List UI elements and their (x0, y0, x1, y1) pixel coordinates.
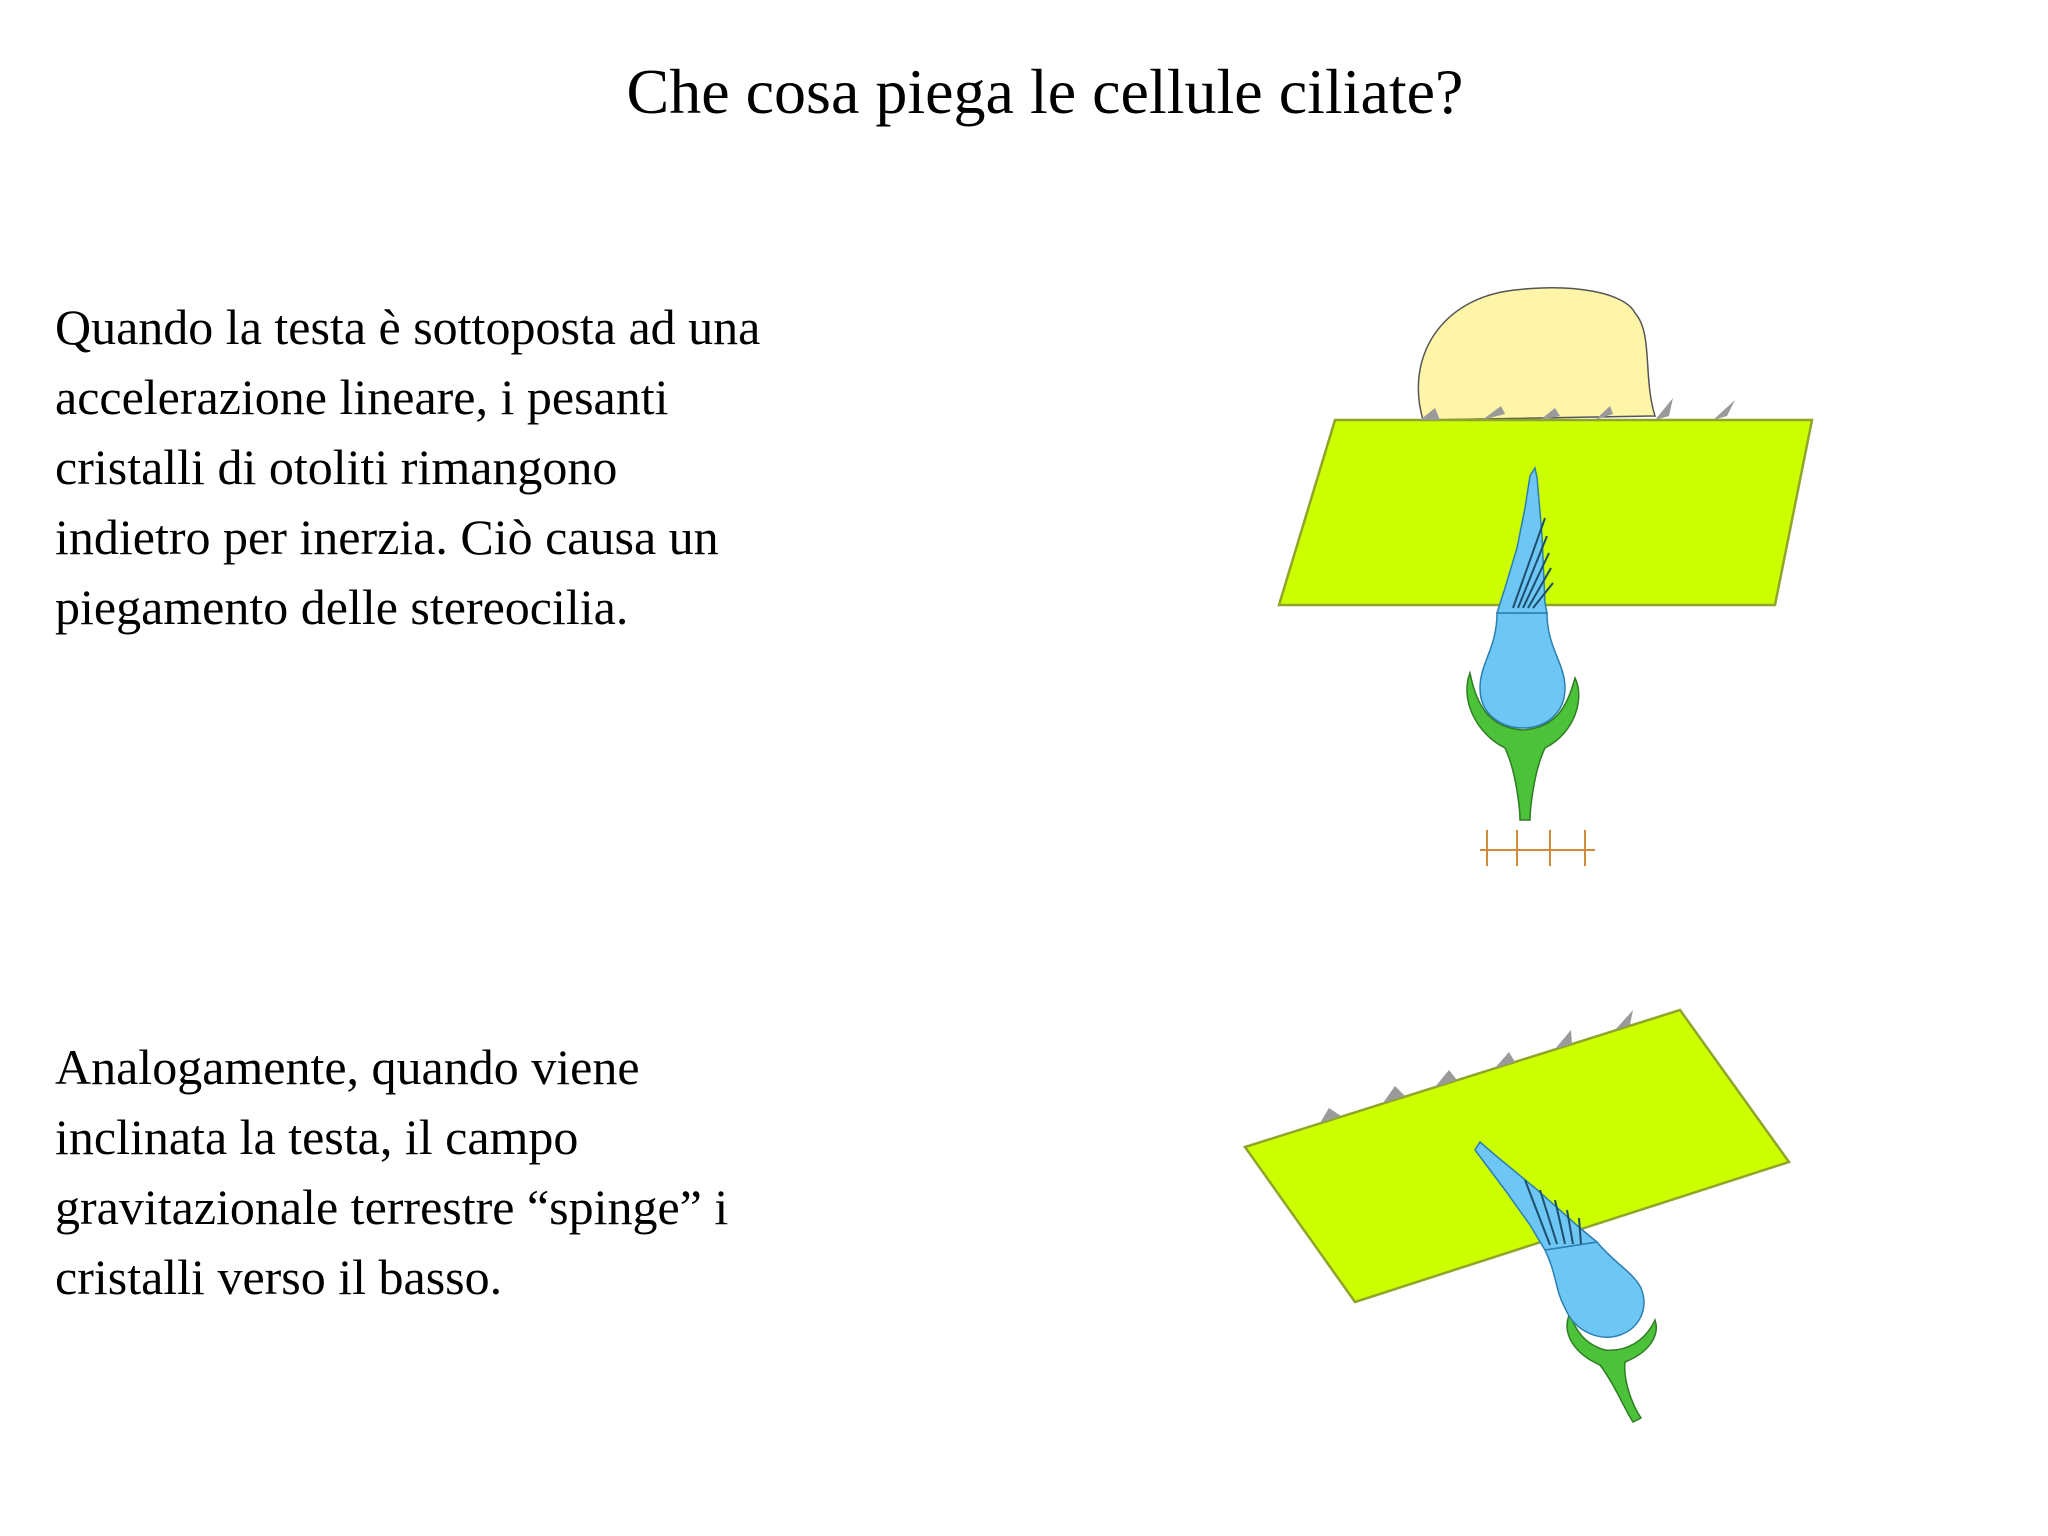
hair-cell-body-tilted (1545, 1242, 1644, 1337)
nerve-signal (1480, 830, 1595, 866)
otolith-mass-shape (1418, 288, 1655, 420)
paragraph-head-tilt: Analogamente, quando viene inclinata la testa, il campo gravitazionale terrestre “spinge” i cristalli verso il basso. (55, 1039, 729, 1305)
otolithic-membrane-tilted (1245, 1010, 1789, 1302)
hair-cell-body (1480, 613, 1565, 728)
diagram-linear-acceleration (1255, 268, 1875, 888)
slide-title: Che cosa piega le cellule ciliate? (626, 56, 1464, 127)
paragraph-linear-acceleration: Quando la testa è sottoposta ad una accelerazione lineare, i pesanti cristalli di otoliti rimangono indietro per inerzia. Ciò causa un piegamento delle stereocilia. (55, 299, 761, 635)
diagram-head-tilt (1205, 990, 1825, 1460)
